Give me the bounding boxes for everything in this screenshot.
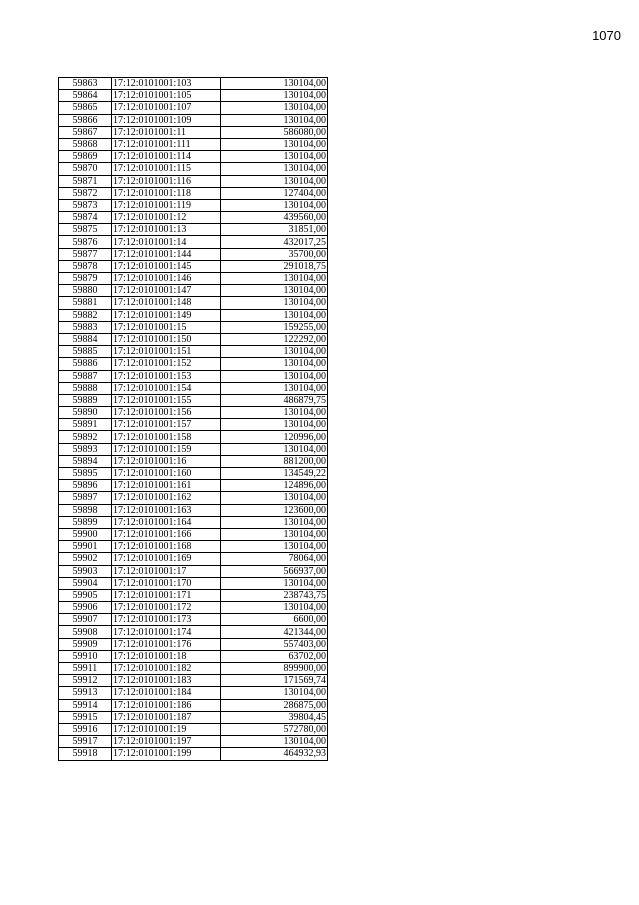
row-number-cell: 59887 xyxy=(59,370,112,382)
row-number-cell: 59902 xyxy=(59,553,112,565)
row-number-cell: 59863 xyxy=(59,78,112,90)
row-number-cell: 59907 xyxy=(59,614,112,626)
cadastral-number-cell: 17:12:0101001:148 xyxy=(112,297,221,309)
cadastral-number-cell: 17:12:0101001:13 xyxy=(112,224,221,236)
cadastral-number-cell: 17:12:0101001:149 xyxy=(112,309,221,321)
cadastral-value-cell: 124896,00 xyxy=(221,480,328,492)
cadastral-number-cell: 17:12:0101001:164 xyxy=(112,516,221,528)
cadastral-number-cell: 17:12:0101001:160 xyxy=(112,468,221,480)
row-number-cell: 59894 xyxy=(59,455,112,467)
table-row xyxy=(59,650,328,662)
row-number-cell: 59893 xyxy=(59,443,112,455)
cadastral-value-cell: 130104,00 xyxy=(221,492,328,504)
table-row xyxy=(59,248,328,260)
cadastral-value-cell: 123600,00 xyxy=(221,504,328,516)
cadastral-value-cell: 439560,00 xyxy=(221,212,328,224)
cadastral-number-cell: 17:12:0101001:152 xyxy=(112,358,221,370)
cadastral-value-cell: 291018,75 xyxy=(221,260,328,272)
row-number-cell: 59869 xyxy=(59,151,112,163)
cadastral-value-cell: 486879,75 xyxy=(221,394,328,406)
cadastral-number-cell: 17:12:0101001:156 xyxy=(112,407,221,419)
cadastral-number-cell: 17:12:0101001:147 xyxy=(112,285,221,297)
table-row xyxy=(59,492,328,504)
row-number-cell: 59883 xyxy=(59,321,112,333)
table-row xyxy=(59,175,328,187)
cadastral-number-cell: 17:12:0101001:197 xyxy=(112,736,221,748)
cadastral-value-cell: 63702,00 xyxy=(221,650,328,662)
cadastral-number-cell: 17:12:0101001:153 xyxy=(112,370,221,382)
row-number-cell: 59908 xyxy=(59,626,112,638)
row-number-cell: 59898 xyxy=(59,504,112,516)
cadastral-value-cell: 130104,00 xyxy=(221,114,328,126)
table-row xyxy=(59,663,328,675)
table-row xyxy=(59,224,328,236)
table-row xyxy=(59,102,328,114)
cadastral-number-cell: 17:12:0101001:109 xyxy=(112,114,221,126)
table-row xyxy=(59,602,328,614)
row-number-cell: 59876 xyxy=(59,236,112,248)
row-number-cell: 59886 xyxy=(59,358,112,370)
table-row xyxy=(59,321,328,333)
row-number-cell: 59879 xyxy=(59,273,112,285)
row-number-cell: 59897 xyxy=(59,492,112,504)
table-row xyxy=(59,528,328,540)
cadastral-number-cell: 17:12:0101001:14 xyxy=(112,236,221,248)
cadastral-number-cell: 17:12:0101001:144 xyxy=(112,248,221,260)
table-row xyxy=(59,748,328,760)
table-row xyxy=(59,541,328,553)
cadastral-value-cell: 130104,00 xyxy=(221,382,328,394)
cadastral-number-cell: 17:12:0101001:151 xyxy=(112,346,221,358)
row-number-cell: 59881 xyxy=(59,297,112,309)
row-number-cell: 59871 xyxy=(59,175,112,187)
cadastral-value-cell: 130104,00 xyxy=(221,541,328,553)
cadastral-number-cell: 17:12:0101001:119 xyxy=(112,199,221,211)
cadastral-number-cell: 17:12:0101001:17 xyxy=(112,565,221,577)
row-number-cell: 59895 xyxy=(59,468,112,480)
table-row xyxy=(59,126,328,138)
cadastral-value-cell: 130104,00 xyxy=(221,687,328,699)
cadastral-value-cell: 130104,00 xyxy=(221,309,328,321)
cadastral-number-cell: 17:12:0101001:19 xyxy=(112,723,221,735)
row-number-cell: 59891 xyxy=(59,419,112,431)
cadastral-value-cell: 171569,74 xyxy=(221,675,328,687)
table-row xyxy=(59,309,328,321)
cadastral-value-cell: 130104,00 xyxy=(221,151,328,163)
cadastral-value-cell: 31851,00 xyxy=(221,224,328,236)
cadastral-number-cell: 17:12:0101001:182 xyxy=(112,663,221,675)
row-number-cell: 59912 xyxy=(59,675,112,687)
cadastral-number-cell: 17:12:0101001:166 xyxy=(112,528,221,540)
row-number-cell: 59903 xyxy=(59,565,112,577)
row-number-cell: 59882 xyxy=(59,309,112,321)
row-number-cell: 59914 xyxy=(59,699,112,711)
table-row xyxy=(59,297,328,309)
table-row xyxy=(59,199,328,211)
row-number-cell: 59909 xyxy=(59,638,112,650)
cadastral-value-cell: 130104,00 xyxy=(221,346,328,358)
cadastral-value-cell: 557403,00 xyxy=(221,638,328,650)
row-number-cell: 59901 xyxy=(59,541,112,553)
cadastral-value-cell: 130104,00 xyxy=(221,175,328,187)
table-row xyxy=(59,736,328,748)
cadastral-value-cell: 130104,00 xyxy=(221,285,328,297)
cadastral-value-cell: 432017,25 xyxy=(221,236,328,248)
cadastral-value-cell: 586080,00 xyxy=(221,126,328,138)
cadastral-number-cell: 17:12:0101001:171 xyxy=(112,589,221,601)
row-number-cell: 59872 xyxy=(59,187,112,199)
table-row xyxy=(59,236,328,248)
cadastral-value-cell: 238743,75 xyxy=(221,589,328,601)
table-row xyxy=(59,443,328,455)
cadastral-number-cell: 17:12:0101001:103 xyxy=(112,78,221,90)
table-row xyxy=(59,577,328,589)
cadastral-number-cell: 17:12:0101001:158 xyxy=(112,431,221,443)
cadastral-value-cell: 35700,00 xyxy=(221,248,328,260)
cadastral-number-cell: 17:12:0101001:157 xyxy=(112,419,221,431)
cadastral-value-cell: 120996,00 xyxy=(221,431,328,443)
cadastral-number-cell: 17:12:0101001:187 xyxy=(112,711,221,723)
table-row xyxy=(59,407,328,419)
cadastral-number-cell: 17:12:0101001:150 xyxy=(112,333,221,345)
cadastral-number-cell: 17:12:0101001:176 xyxy=(112,638,221,650)
table-row xyxy=(59,358,328,370)
cadastral-value-cell: 130104,00 xyxy=(221,736,328,748)
table-row xyxy=(59,138,328,150)
cadastral-number-cell: 17:12:0101001:146 xyxy=(112,273,221,285)
row-number-cell: 59911 xyxy=(59,663,112,675)
row-number-cell: 59878 xyxy=(59,260,112,272)
table-row xyxy=(59,370,328,382)
row-number-cell: 59915 xyxy=(59,711,112,723)
cadastral-value-cell: 130104,00 xyxy=(221,358,328,370)
cadastral-number-cell: 17:12:0101001:183 xyxy=(112,675,221,687)
table-row xyxy=(59,78,328,90)
table-row xyxy=(59,285,328,297)
cadastral-value-cell: 130104,00 xyxy=(221,370,328,382)
cadastral-value-cell: 130104,00 xyxy=(221,419,328,431)
table-row xyxy=(59,516,328,528)
cadastral-number-cell: 17:12:0101001:170 xyxy=(112,577,221,589)
page-number: 1070 xyxy=(592,28,621,43)
row-number-cell: 59888 xyxy=(59,382,112,394)
table-row xyxy=(59,346,328,358)
cadastral-value-cell: 78064,00 xyxy=(221,553,328,565)
row-number-cell: 59890 xyxy=(59,407,112,419)
cadastral-number-cell: 17:12:0101001:145 xyxy=(112,260,221,272)
table-row xyxy=(59,90,328,102)
cadastral-number-cell: 17:12:0101001:111 xyxy=(112,138,221,150)
cadastral-number-cell: 17:12:0101001:114 xyxy=(112,151,221,163)
row-number-cell: 59874 xyxy=(59,212,112,224)
row-number-cell: 59865 xyxy=(59,102,112,114)
row-number-cell: 59918 xyxy=(59,748,112,760)
cadastral-number-cell: 17:12:0101001:184 xyxy=(112,687,221,699)
table-row xyxy=(59,455,328,467)
table-row xyxy=(59,431,328,443)
cadastral-value-cell: 130104,00 xyxy=(221,528,328,540)
table-row xyxy=(59,151,328,163)
row-number-cell: 59906 xyxy=(59,602,112,614)
cadastral-number-cell: 17:12:0101001:11 xyxy=(112,126,221,138)
table-row xyxy=(59,638,328,650)
row-number-cell: 59889 xyxy=(59,394,112,406)
row-number-cell: 59877 xyxy=(59,248,112,260)
cadastral-value-cell: 130104,00 xyxy=(221,407,328,419)
cadastral-value-cell: 130104,00 xyxy=(221,90,328,102)
cadastral-number-cell: 17:12:0101001:15 xyxy=(112,321,221,333)
table-row xyxy=(59,212,328,224)
table-row xyxy=(59,260,328,272)
row-number-cell: 59896 xyxy=(59,480,112,492)
cadastral-value-cell: 130104,00 xyxy=(221,602,328,614)
cadastral-number-cell: 17:12:0101001:154 xyxy=(112,382,221,394)
cadastral-number-cell: 17:12:0101001:155 xyxy=(112,394,221,406)
cadastral-value-cell: 464932,93 xyxy=(221,748,328,760)
table-row xyxy=(59,333,328,345)
cadastral-value-cell: 130104,00 xyxy=(221,102,328,114)
row-number-cell: 59904 xyxy=(59,577,112,589)
row-number-cell: 59866 xyxy=(59,114,112,126)
cadastral-number-cell: 17:12:0101001:115 xyxy=(112,163,221,175)
table-row xyxy=(59,589,328,601)
table-row xyxy=(59,687,328,699)
row-number-cell: 59910 xyxy=(59,650,112,662)
cadastral-value-cell: 6600,00 xyxy=(221,614,328,626)
cadastral-number-cell: 17:12:0101001:174 xyxy=(112,626,221,638)
row-number-cell: 59900 xyxy=(59,528,112,540)
cadastral-number-cell: 17:12:0101001:161 xyxy=(112,480,221,492)
table-row xyxy=(59,163,328,175)
cadastral-value-cell: 127404,00 xyxy=(221,187,328,199)
cadastral-value-cell: 130104,00 xyxy=(221,163,328,175)
cadastral-number-cell: 17:12:0101001:173 xyxy=(112,614,221,626)
cadastral-number-cell: 17:12:0101001:159 xyxy=(112,443,221,455)
row-number-cell: 59916 xyxy=(59,723,112,735)
row-number-cell: 59868 xyxy=(59,138,112,150)
cadastral-number-cell: 17:12:0101001:18 xyxy=(112,650,221,662)
row-number-cell: 59867 xyxy=(59,126,112,138)
table-row xyxy=(59,382,328,394)
table-row xyxy=(59,114,328,126)
cadastral-number-cell: 17:12:0101001:107 xyxy=(112,102,221,114)
row-number-cell: 59885 xyxy=(59,346,112,358)
row-number-cell: 59880 xyxy=(59,285,112,297)
cadastral-number-cell: 17:12:0101001:169 xyxy=(112,553,221,565)
row-number-cell: 59875 xyxy=(59,224,112,236)
cadastral-value-cell: 130104,00 xyxy=(221,297,328,309)
cadastral-number-cell: 17:12:0101001:16 xyxy=(112,455,221,467)
table-row xyxy=(59,394,328,406)
table-body xyxy=(59,78,328,761)
table-row xyxy=(59,675,328,687)
cadastral-number-cell: 17:12:0101001:105 xyxy=(112,90,221,102)
row-number-cell: 59864 xyxy=(59,90,112,102)
cadastral-value-cell: 130104,00 xyxy=(221,577,328,589)
cadastral-number-cell: 17:12:0101001:199 xyxy=(112,748,221,760)
table-row xyxy=(59,504,328,516)
cadastral-value-cell: 130104,00 xyxy=(221,273,328,285)
table-row xyxy=(59,626,328,638)
row-number-cell: 59905 xyxy=(59,589,112,601)
cadastral-number-cell: 17:12:0101001:186 xyxy=(112,699,221,711)
cadastral-value-table xyxy=(58,77,328,761)
cadastral-value-cell: 134549,22 xyxy=(221,468,328,480)
cadastral-number-cell: 17:12:0101001:168 xyxy=(112,541,221,553)
row-number-cell: 59917 xyxy=(59,736,112,748)
table-row xyxy=(59,565,328,577)
cadastral-number-cell: 17:12:0101001:163 xyxy=(112,504,221,516)
cadastral-number-cell: 17:12:0101001:116 xyxy=(112,175,221,187)
table-row xyxy=(59,273,328,285)
table-row xyxy=(59,699,328,711)
table-row xyxy=(59,480,328,492)
cadastral-value-cell: 881200,00 xyxy=(221,455,328,467)
table-row xyxy=(59,723,328,735)
cadastral-value-cell: 122292,00 xyxy=(221,333,328,345)
cadastral-number-cell: 17:12:0101001:172 xyxy=(112,602,221,614)
cadastral-number-cell: 17:12:0101001:118 xyxy=(112,187,221,199)
cadastral-value-cell: 566937,00 xyxy=(221,565,328,577)
cadastral-value-cell: 130104,00 xyxy=(221,78,328,90)
row-number-cell: 59873 xyxy=(59,199,112,211)
cadastral-value-cell: 899900,00 xyxy=(221,663,328,675)
row-number-cell: 59892 xyxy=(59,431,112,443)
cadastral-number-cell: 17:12:0101001:162 xyxy=(112,492,221,504)
table-row xyxy=(59,711,328,723)
cadastral-value-cell: 130104,00 xyxy=(221,138,328,150)
cadastral-value-cell: 286875,00 xyxy=(221,699,328,711)
cadastral-value-cell: 130104,00 xyxy=(221,443,328,455)
table-row xyxy=(59,553,328,565)
row-number-cell: 59884 xyxy=(59,333,112,345)
cadastral-number-cell: 17:12:0101001:12 xyxy=(112,212,221,224)
row-number-cell: 59913 xyxy=(59,687,112,699)
cadastral-value-cell: 572780,00 xyxy=(221,723,328,735)
cadastral-value-cell: 421344,00 xyxy=(221,626,328,638)
row-number-cell: 59899 xyxy=(59,516,112,528)
table-row xyxy=(59,468,328,480)
row-number-cell: 59870 xyxy=(59,163,112,175)
table-row xyxy=(59,614,328,626)
cadastral-value-cell: 39804,45 xyxy=(221,711,328,723)
table-row xyxy=(59,419,328,431)
cadastral-value-cell: 130104,00 xyxy=(221,516,328,528)
cadastral-value-cell: 159255,00 xyxy=(221,321,328,333)
cadastral-value-cell: 130104,00 xyxy=(221,199,328,211)
table-row xyxy=(59,187,328,199)
